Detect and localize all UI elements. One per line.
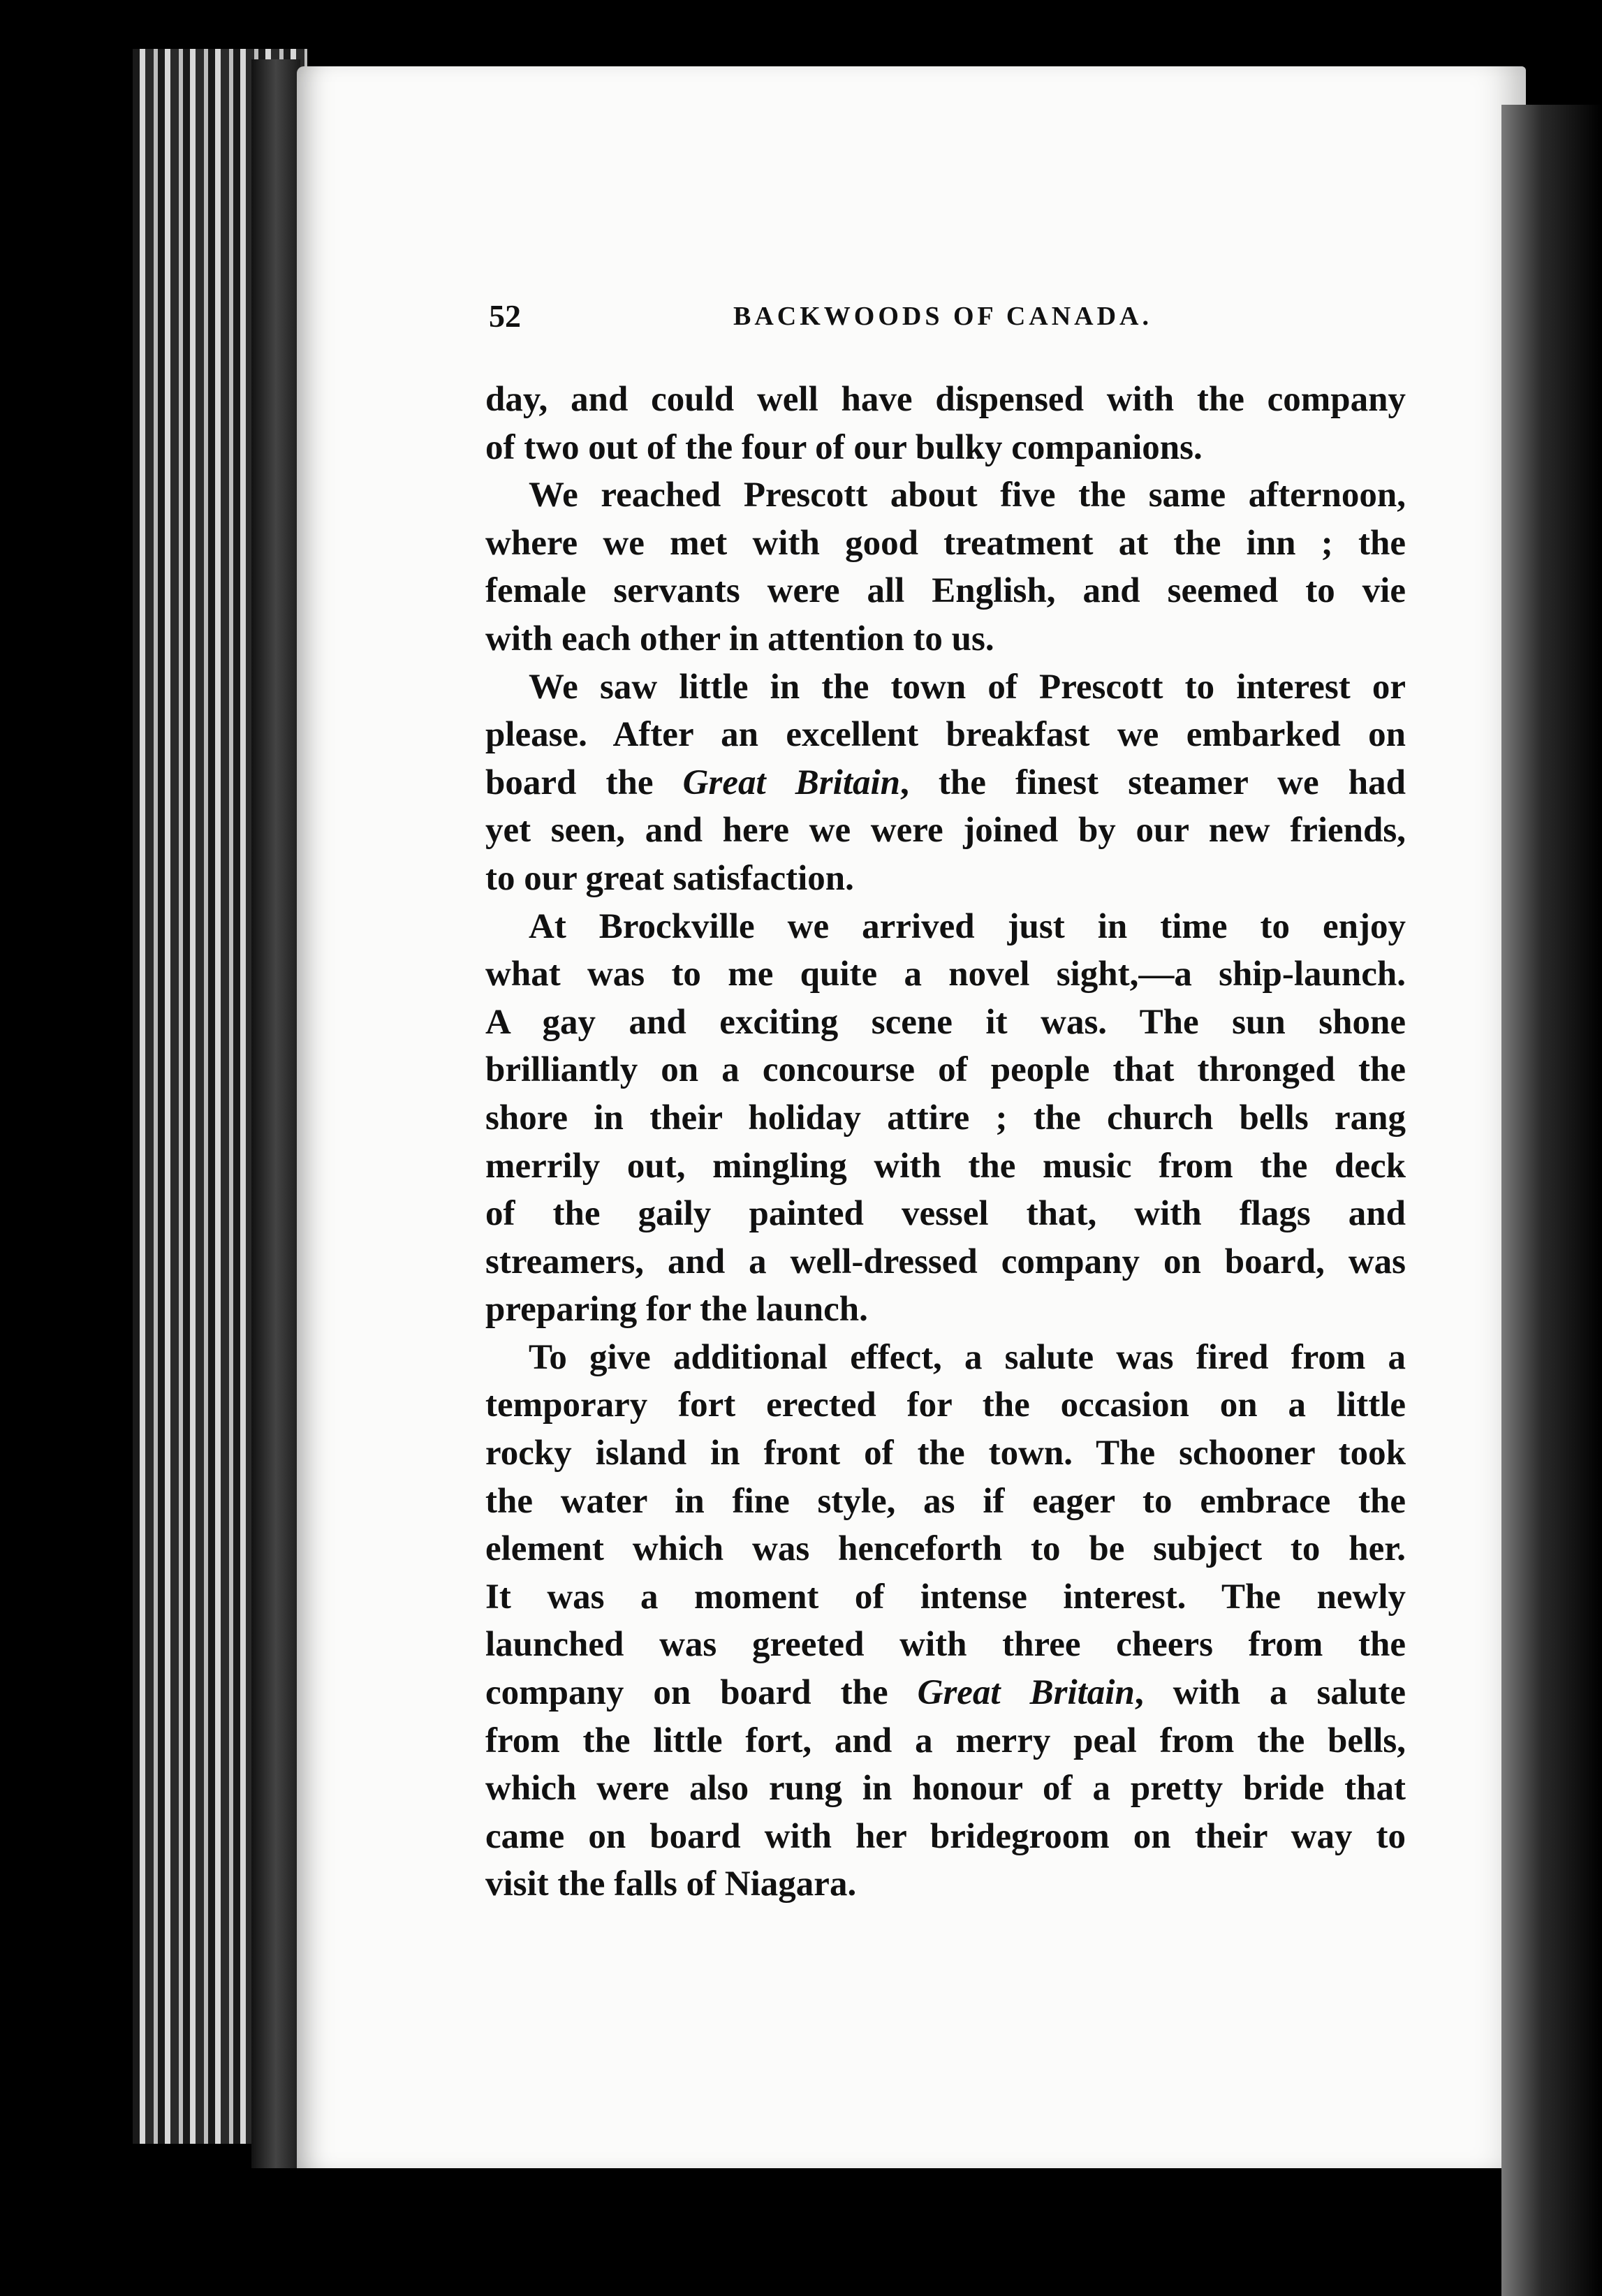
text-line: streamers, and a well-dressed company on board, was bbox=[485, 1242, 1406, 1281]
text-line: came on board with her bridegroom on their way to bbox=[485, 1816, 1406, 1856]
text-line: where we met with good treatment at the inn ; the bbox=[485, 523, 1406, 563]
text-line: preparing for the launch. bbox=[485, 1290, 868, 1330]
text-line: merrily out, mingling with the music from the deck bbox=[485, 1146, 1406, 1186]
gutter-shadow bbox=[251, 59, 300, 2168]
text-line: what was to me quite a novel sight,—a ship-launch. bbox=[485, 955, 1406, 994]
text-line: brilliantly on a concourse of people that thronged the bbox=[485, 1050, 1406, 1090]
text-line: yet seen, and here we were joined by our new friends, bbox=[485, 811, 1406, 851]
text-line: launched was greeted with three cheers from the bbox=[485, 1625, 1406, 1665]
text-line: We reached Prescott about five the same afternoon, bbox=[529, 476, 1406, 515]
text-line: board the Great Britain, the finest steamer we had bbox=[485, 763, 1406, 802]
text-line: which were also rung in honour of a pretty bride that bbox=[485, 1769, 1406, 1809]
text-line: day, and could well have dispensed with the company bbox=[485, 380, 1406, 419]
paragraph bbox=[485, 1334, 1406, 1908]
text-line: with each other in attention to us. bbox=[485, 619, 994, 658]
text-line: A gay and exciting scene it was. The sun shone bbox=[485, 1002, 1406, 1042]
text-line: from the little fort, and a merry peal from the bells, bbox=[485, 1721, 1406, 1760]
text-line: to our great satisfaction. bbox=[485, 858, 854, 898]
text-line: the water in fine style, as if eager to embrace the bbox=[485, 1481, 1406, 1521]
text-line: temporary fort erected for the occasion on a little bbox=[485, 1385, 1406, 1425]
text-line: We saw little in the town of Prescott to interest or bbox=[529, 667, 1406, 707]
text-line: female servants were all English, and seemed to vie bbox=[485, 571, 1406, 611]
text-line: please. After an excellent breakfast we embarked on bbox=[485, 715, 1406, 755]
running-title: BACKWOODS OF CANADA. bbox=[733, 302, 1152, 331]
body-text bbox=[485, 376, 1406, 1908]
text-line: company on board the Great Britain, with a salute bbox=[485, 1673, 1406, 1713]
text-line: of the gaily painted vessel that, with flags and bbox=[485, 1194, 1406, 1234]
running-head bbox=[489, 292, 1404, 341]
text-line: At Brockville we arrived just in time to enjoy bbox=[529, 906, 1406, 946]
text-line: element which was henceforth to be subject to her. bbox=[485, 1529, 1406, 1569]
text-line: visit the falls of Niagara. bbox=[485, 1864, 857, 1904]
text-line: rocky island in front of the town. The schooner took bbox=[485, 1434, 1406, 1473]
paragraph bbox=[485, 376, 1406, 471]
binding-shadow bbox=[1501, 105, 1602, 2296]
text-line: of two out of the four of our bulky companions. bbox=[485, 427, 1203, 467]
paragraph bbox=[485, 471, 1406, 663]
page-number: 52 bbox=[489, 298, 521, 334]
text-line: shore in their holiday attire ; the church bells rang bbox=[485, 1098, 1406, 1138]
paragraph bbox=[485, 903, 1406, 1334]
text-line: It was a moment of intense interest. The newly bbox=[485, 1577, 1406, 1617]
text-line: To give additional effect, a salute was fired from a bbox=[529, 1337, 1406, 1377]
paragraph bbox=[485, 663, 1406, 903]
